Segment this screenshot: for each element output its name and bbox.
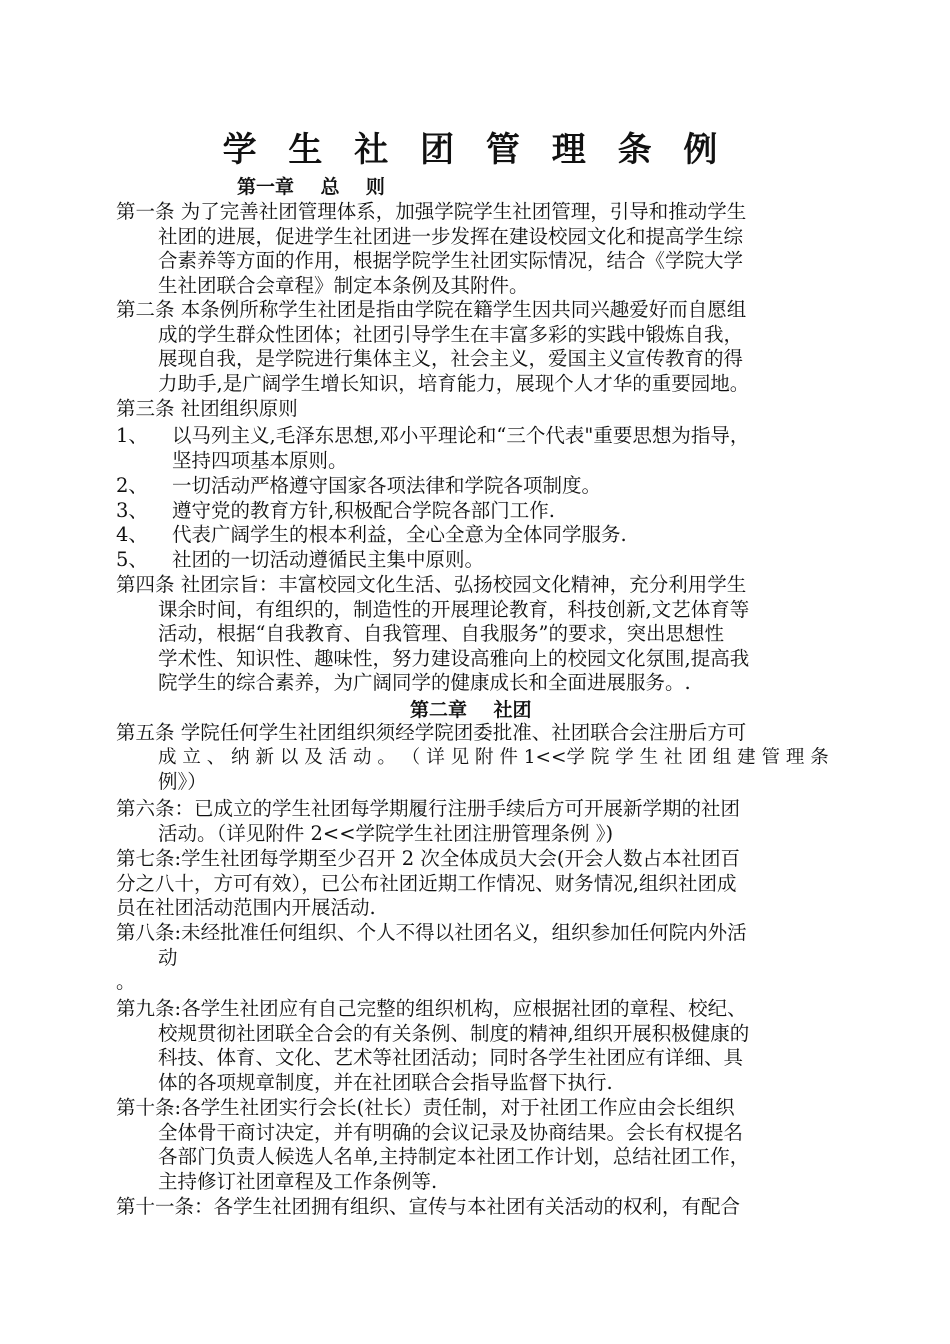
article-2-line: 力助手,是广阔学生增长知识，培育能力，展现个人才华的重要园地。 (158, 371, 750, 395)
article-6-line: 第六条：已成立的学生社团每学期履行注册手续后方可开展新学期的社团 (116, 797, 741, 820)
article-9-line: 体的各项规章制度，并在社团联合会指导监督下执行. (158, 1070, 613, 1094)
principle-text-continued: 坚持四项基本原则。 (172, 448, 348, 472)
article-4-line: 学术性、知识性、趣味性，努力建设高雅向上的校园文化氛围,提高我 (158, 646, 750, 670)
article-1-line: 第一条 为了完善社团管理体系，加强学院学生社团管理，引导和推动学生 (116, 200, 747, 223)
principle-text: 一切活动严格遵守国家各项法律和学院各项制度。 (172, 474, 602, 497)
document-title: 学 生 社 团 管 理 条 例 (222, 130, 728, 170)
article-5-line: 成 立 、 纳 新 以 及 活 动 。 （ 详 见 附 件 1<<学 院 学 生 社 团 组 建 管 理 条 (158, 746, 829, 768)
article-11-line: 第十一条：各学生社团拥有组织、宣传与本社团有关活动的权利，有配合 (116, 1195, 741, 1218)
article-4-line: 院学生的综合素养，为广阔同学的健康成长和全面进展服务。. (158, 671, 691, 695)
article-1 (116, 200, 842, 298)
principle-text: 以马列主义,毛泽东思想,邓小平理论和“三个代表"重要思想为指导， (172, 424, 750, 447)
principle-number: 1、 (116, 424, 148, 447)
article-4-line: 活动，根据“自我教育、自我管理、自我服务”的要求，突出思想性 (158, 622, 724, 646)
article-6 (116, 797, 842, 846)
article-2-line: 第二条 本条例所称学生社团是指由学院在籍学生因共同兴趣爱好而自愿组 (116, 298, 747, 321)
article-8 (116, 921, 842, 995)
article-4-line: 第四条 社团宗旨：丰富校园文化生活、弘扬校园文化精神，充分利用学生 (116, 573, 747, 596)
article-4-line: 课余时间，有组织的，制造性的开展理论教育，科技创新,文艺体育等 (158, 597, 750, 621)
article-5 (116, 721, 842, 795)
article-10 (116, 1096, 842, 1194)
article-10-line: 主持修订社团章程及工作条例等. (158, 1169, 438, 1193)
article-9-line: 校规贯彻社团联全合会的有关条例、制度的精神,组织开展积极健康的 (158, 1021, 750, 1045)
principle-text: 遵守党的教育方针,积极配合学院各部门工作. (172, 499, 555, 522)
article-8-line: 动 (158, 945, 178, 969)
article-7-line: 员在社团活动范围内开展活动. (116, 896, 376, 920)
principle-number: 4、 (116, 523, 148, 546)
chapter-1-heading: 第一章 总 则 (237, 176, 385, 198)
principle-number: 3、 (116, 499, 148, 522)
article-1-line: 生社团联合会章程》制定本条例及其附件。 (158, 273, 529, 297)
article-1-line: 社团的进展，促进学生社团进一步发挥在建设校园文化和提高学生综 (158, 224, 744, 248)
article-2-line: 成的学生群众性团体；社团引导学生在丰富多彩的实践中锻炼自我， (158, 322, 744, 346)
article-3 (116, 397, 842, 422)
article-2-line: 展现自我，是学院进行集体主义，社会主义，爱国主义宣传教育的得 (158, 347, 744, 371)
article-5-line: 第五条 学院任何学生社团组织须经学院团委批准、社团联合会注册后方可 (116, 721, 747, 744)
article-1-line: 合素养等方面的作用，根据学院学生社团实际情况，结合《学院大学 (158, 249, 744, 273)
principle-number: 2、 (116, 474, 148, 497)
article-4 (116, 573, 842, 696)
article-10-line: 各部门负责人候选人名单,主持制定本社团工作计划，总结社团工作， (158, 1145, 750, 1169)
article-10-line: 第十条:各学生社团实行会长(社长）责任制，对于社团工作应由会长组织 (116, 1096, 735, 1119)
article-7-line: 第七条:学生社团每学期至少召开 2 次全体成员大会(开会人数占本社团百 (116, 847, 740, 870)
chapter-2-heading: 第二章 社团 (410, 699, 532, 721)
principle-text: 社团的一切活动遵循民主集中原则。 (172, 548, 485, 571)
article-10-line: 全体骨干商讨决定，并有明确的会议记录及协商结果。会长有权提名 (158, 1120, 744, 1144)
article-6-line: 活动。（详见附件 2<<学院学生社团注册管理条例 》) (158, 821, 614, 845)
principle-item (116, 424, 856, 474)
article-9-line: 第九条:各学生社团应有自己完整的组织机构，应根据社团的章程、校纪、 (116, 997, 747, 1020)
article-9-line: 科技、体育、文化、艺术等社团活动；同时各学生社团应有详细、具 (158, 1046, 744, 1070)
principle-number: 5、 (116, 548, 148, 571)
article-8-line: 。 (116, 970, 136, 994)
article-11 (116, 1195, 842, 1220)
article-8-line: 第八条:未经批准任何组织、个人不得以社团名义，组织参加任何院内外活 (116, 921, 747, 944)
article-7-line: 分之八十，方可有效），已公布社团近期工作情况、财务情况,组织社团成 (116, 871, 737, 895)
article-3-line: 第三条 社团组织原则 (116, 397, 298, 420)
article-9 (116, 997, 842, 1095)
article-5-line: 例》） (158, 770, 207, 794)
article-7 (116, 847, 842, 921)
principle-text: 代表广阔学生的根本利益，全心全意为全体同学服务. (172, 523, 627, 546)
article-2 (116, 298, 842, 396)
